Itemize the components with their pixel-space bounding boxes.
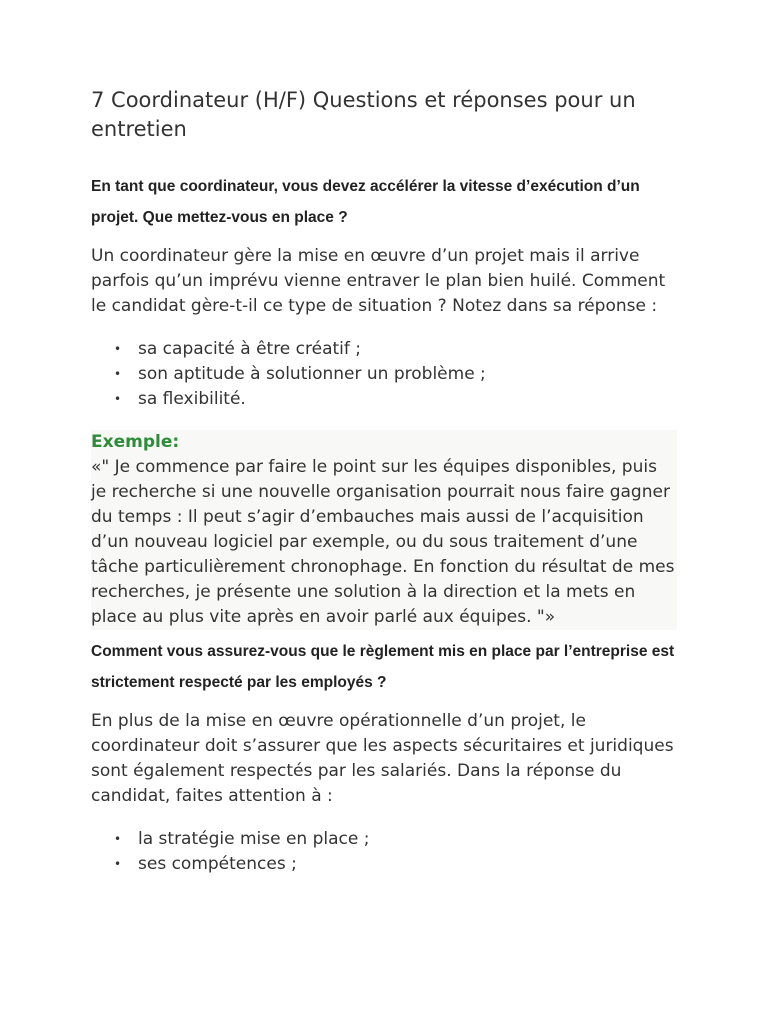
question-heading-2: Comment vous assurez-vous que le règlement mis en place par l’entreprise est strictement respecté par les employés ?: [91, 643, 675, 691]
list-item: [91, 337, 677, 362]
document-page: [91, 86, 677, 877]
bullet-list-1: [91, 337, 677, 412]
bullet-list-2: [91, 827, 677, 877]
list-item-text: sa capacité à être créatif ;: [138, 339, 362, 359]
example-label: Exemple:: [91, 432, 180, 452]
list-item: [91, 362, 677, 387]
example-box: [91, 430, 677, 630]
list-item-text: son aptitude à solutionner un problème ;: [138, 364, 486, 384]
list-item-text: ses compétences ;: [138, 854, 297, 874]
question-heading-1: En tant que coordinateur, vous devez accélérer la vitesse d’exécution d’un projet. Que mettez-vous en place ?: [91, 178, 640, 226]
list-item: [91, 852, 677, 877]
bullet-icon: •: [114, 367, 122, 381]
list-item-text: sa flexibilité.: [138, 389, 246, 409]
paragraph-1: Un coordinateur gère la mise en œuvre d’un projet mais il arrive parfois qu’un imprévu vienne entraver le plan bien huilé. Comment le candidat gère-t-il ce type de situation ? Notez dans sa réponse :: [91, 246, 666, 316]
bullet-icon: •: [114, 342, 122, 356]
bullet-icon: •: [114, 857, 122, 871]
page-title: 7 Coordinateur (H/F) Questions et réponses pour un entretien: [91, 88, 636, 141]
paragraph-2: En plus de la mise en œuvre opérationnelle d’un projet, le coordinateur doit s’assurer que les aspects sécuritaires et juridiques sont également respectés par les salariés. Dans la réponse du candidat, faites attention à :: [91, 711, 674, 806]
bullet-icon: •: [114, 832, 122, 846]
bullet-icon: •: [114, 392, 122, 406]
list-item: [91, 827, 677, 852]
example-text: «" Je commence par faire le point sur les équipes disponibles, puis je recherche si une nouvelle organisation pourrait nous faire gagner du temps : Il peut s’agir d’embauches mais aussi de l’acquisition d’un nouveau logiciel par exemple, ou du sous traitement d’une tâche particulièrement chronophage. En fonction du résultat de mes recherches, je présente une solution à la direction et la mets en place au plus vite après en avoir parlé aux équipes. "»: [91, 457, 675, 627]
list-item-text: la stratégie mise en place ;: [138, 829, 370, 849]
list-item: [91, 387, 677, 412]
